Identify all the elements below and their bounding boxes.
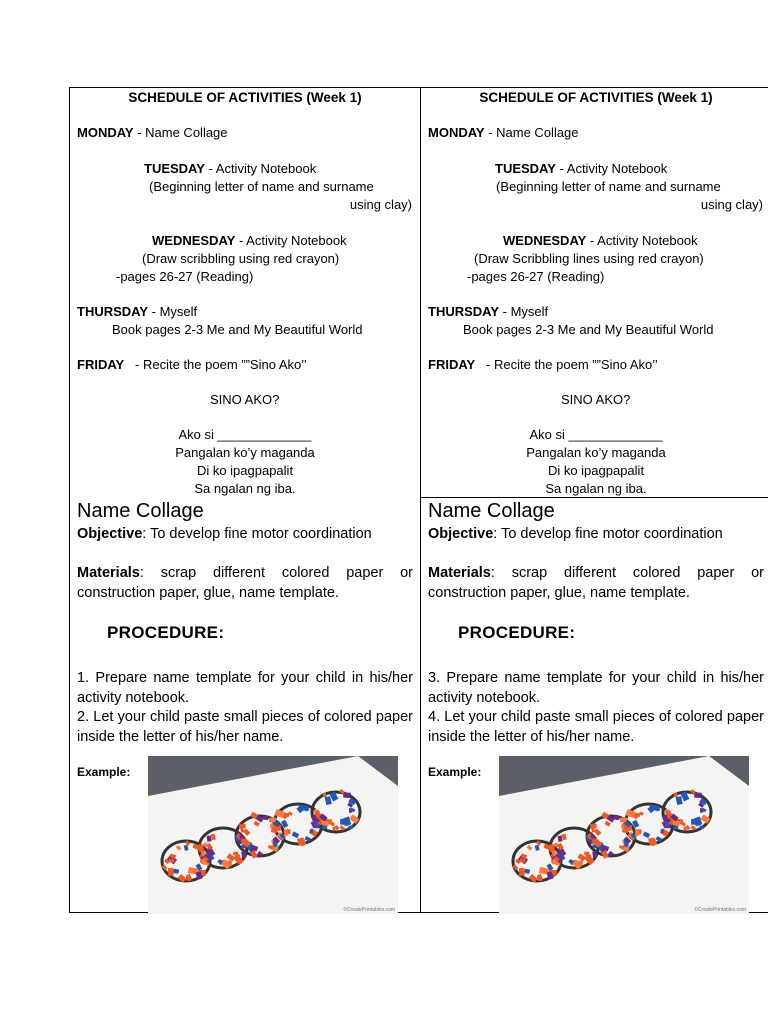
tuesday-line2: (Beginning letter of name and surname [149,179,374,194]
tuesday-row [144,160,316,178]
monday-text: - Name Collage [133,125,228,140]
collage-heading: Name Collage [428,500,555,522]
paper-scrap [537,877,542,881]
paper-scrap [348,826,353,830]
example-photo [499,756,749,914]
objective [77,525,413,545]
tuesday-line2: (Beginning letter of name and surname [496,179,721,194]
example-label: Example: [428,765,482,779]
poem-line: Ako si _____________ [178,427,312,442]
wednesday-day: WEDNESDAY [503,233,587,248]
tuesday-line3: using clay) [349,197,412,212]
thursday-row [77,303,197,321]
paper-scrap [665,821,669,827]
monday-day: MONDAY [77,125,134,140]
tuesday-row [495,160,667,178]
wednesday-text: - Activity Notebook [586,233,698,248]
procedure-step: 4. Let your child paste small pieces of colored paper inside the letter of his/her name. [428,709,764,745]
objective-text: : To develop fine motor coordination [493,526,723,542]
monday-row [77,124,228,142]
paper-scrap [590,835,594,838]
paper-scrap [314,821,318,827]
paper-scrap [239,835,243,838]
thursday-text: - Myself [148,304,198,319]
procedure-heading: PROCEDURE: [107,623,225,642]
materials [77,564,413,603]
friday-text: - Recite the poem ””Sino Ako’’ [124,357,307,372]
thursday-text: - Myself [499,304,549,319]
wednesday-line3: -pages 26-27 (Reading) [467,269,605,284]
wednesday-row [503,232,698,250]
thursday-line2: Book pages 2-3 Me and My Beautiful World [112,322,363,337]
paper-scrap [621,824,624,828]
procedure-heading: PROCEDURE: [458,623,576,642]
friday-row [428,356,658,374]
objective-label: Objective [428,526,494,542]
wednesday-line3: -pages 26-27 (Reading) [116,269,254,284]
tuesday-day: TUESDAY [144,161,205,176]
materials-label: Materials [428,565,491,581]
paper-scrap [340,819,348,825]
materials-label: Materials [77,565,140,581]
wednesday-row [152,232,347,250]
poem-line: Ako si _____________ [529,427,663,442]
paper-scrap [699,826,704,830]
friday-day: FRIDAY [428,357,476,372]
poem-line: Di ko ipagpapalit [196,463,294,478]
objective-text: : To develop fine motor coordination [142,526,372,542]
poem-line: Pangalan ko’y maganda [175,445,315,460]
monday-row [428,124,579,142]
poem-line: Sa ngalan ng iba. [194,481,296,496]
tuesday-text: - Activity Notebook [204,161,317,176]
right-column [421,88,768,912]
example-label: Example: [77,765,131,779]
paper-scrap [584,852,589,856]
paper-scrap [332,827,335,831]
procedure-step: 3. Prepare name template for your child in his/her activity notebook. [428,670,764,706]
friday-day: FRIDAY [77,357,125,372]
schedule-block [421,88,768,497]
thursday-row [428,303,548,321]
schedule-block [70,88,420,497]
materials-text: : scrap different colored paper or construction paper, glue, name template. [428,565,764,601]
paper-scrap [590,824,596,829]
paper-scrap [168,868,174,876]
wednesday-line2: (Draw Scribbling lines using red crayon) [474,251,704,266]
paper-scrap [198,844,204,852]
paper-scrap [549,844,555,852]
objective [428,525,764,545]
collage-heading: Name Collage [77,500,204,522]
schedule-title: SCHEDULE OF ACTIVITIES (Week 1) [128,90,362,105]
monday-text: - Name Collage [484,125,579,140]
materials [428,564,764,603]
objective-label: Objective [77,526,143,542]
name-collage-image [148,756,398,914]
poem-title: SINO AKO? [210,392,280,407]
paper-scrap [635,813,641,817]
procedure-step: 1. Prepare name template for your child in his/her activity notebook. [77,670,413,706]
monday-day: MONDAY [428,125,485,140]
poem-line: Di ko ipagpapalit [547,463,645,478]
poem-line: Sa ngalan ng iba. [545,481,647,496]
paper-scrap [683,827,686,831]
friday-row [77,356,307,374]
paper-scrap [169,859,175,863]
paper-scrap [239,824,245,829]
thursday-day: THURSDAY [77,304,149,319]
schedule-sheet [69,87,768,913]
paper-scrap [694,792,702,798]
wednesday-text: - Activity Notebook [235,233,347,248]
paper-scrap [186,877,191,881]
tuesday-day: TUESDAY [495,161,556,176]
paper-scrap [284,813,290,817]
poem-line: Pangalan ko’y maganda [526,445,666,460]
thursday-day: THURSDAY [428,304,500,319]
paper-scrap [635,830,639,836]
wednesday-day: WEDNESDAY [152,233,236,248]
poem-title: SINO AKO? [561,392,631,407]
tuesday-text: - Activity Notebook [555,161,668,176]
paper-scrap [691,819,699,825]
example-photo [148,756,398,914]
wednesday-line2: (Draw scribbling using red crayon) [142,251,340,266]
name-collage-image [499,756,749,914]
paper-scrap [233,852,238,856]
materials-text: : scrap different colored paper or construction paper, glue, name template. [77,565,413,601]
tuesday-line3: using clay) [700,197,763,212]
procedure-step: 2. Let your child paste small pieces of colored paper inside the letter of his/her name. [77,709,413,745]
photo-watermark: ©CreatePrintables.com [343,907,395,913]
paper-scrap [519,868,525,876]
paper-scrap [520,859,526,863]
friday-text: - Recite the poem ””Sino Ako’’ [475,357,658,372]
paper-scrap [270,824,273,828]
schedule-title: SCHEDULE OF ACTIVITIES (Week 1) [479,90,713,105]
thursday-line2: Book pages 2-3 Me and My Beautiful World [463,322,714,337]
left-column [70,88,420,912]
paper-scrap [343,792,351,798]
paper-scrap [284,830,288,836]
photo-watermark: ©CreatePrintables.com [694,907,746,913]
